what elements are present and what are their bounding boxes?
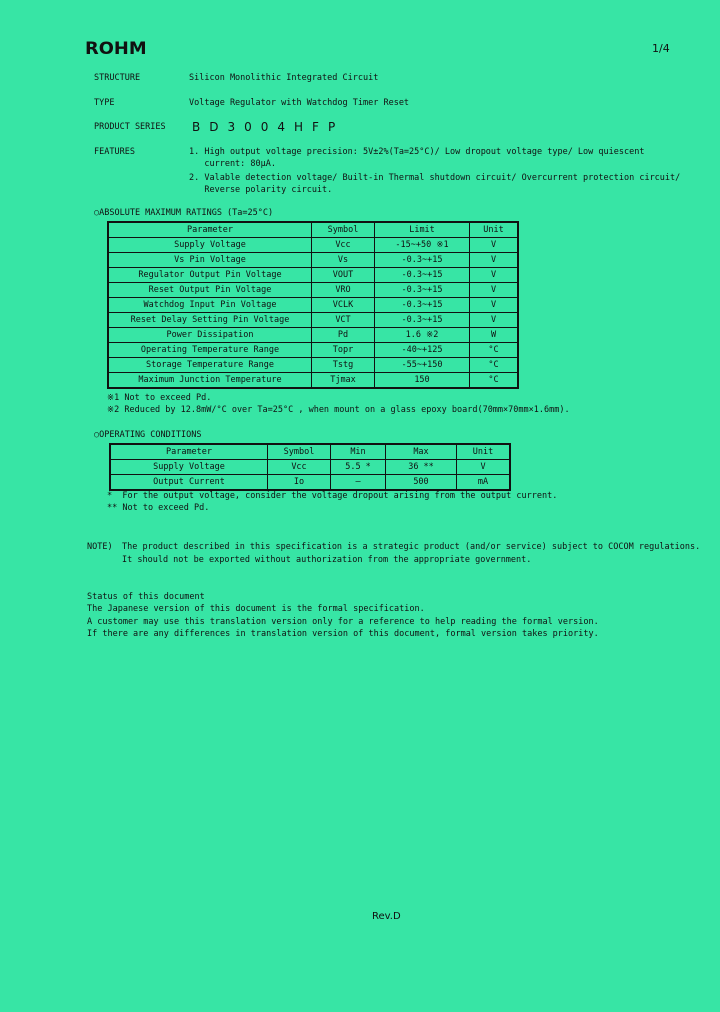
abs-note: ※1 Not to exceed Pd. <box>107 393 212 403</box>
type-label: TYPE <box>94 98 115 108</box>
feature-line: 2. Valable detection voltage/ Built-in Thermal shutdown circuit/ Overcurrent protection circuit/ <box>189 173 681 183</box>
cell: V <box>470 298 519 313</box>
cell: -55~+150 <box>375 358 470 373</box>
cell: Io <box>268 475 331 491</box>
cell: Vs Pin Voltage <box>108 253 312 268</box>
cell: V <box>470 283 519 298</box>
cell: V <box>470 268 519 283</box>
cell: Reset Delay Setting Pin Voltage <box>108 313 312 328</box>
structure-value: Silicon Monolithic Integrated Circuit <box>189 73 379 83</box>
abs-note: ※2 Reduced by 12.8mW/°C over Ta=25°C , when mount on a glass epoxy board(70mm×70mm×1.6mm). <box>107 405 570 415</box>
op-cond-table <box>109 443 511 491</box>
op-note: ** Not to exceed Pd. <box>107 503 210 513</box>
col-header: Max <box>386 444 457 460</box>
cell: Power Dissipation <box>108 328 312 343</box>
table-row <box>108 298 518 313</box>
table-row <box>108 313 518 328</box>
features-label: FEATURES <box>94 147 135 157</box>
cell: 1.6 ※2 <box>375 328 470 343</box>
cell: V <box>470 238 519 253</box>
cell: Regulator Output Pin Voltage <box>108 268 312 283</box>
op-note: * For the output voltage, consider the voltage dropout arising from the output current. <box>107 491 558 501</box>
abs-max-table <box>107 221 519 389</box>
cell: Tstg <box>312 358 375 373</box>
cell: Supply Voltage <box>108 238 312 253</box>
status-line: The Japanese version of this document is the formal specification. <box>87 604 425 614</box>
type-value: Voltage Regulator with Watchdog Timer Reset <box>189 98 410 108</box>
note-line: It should not be exported without authorization from the appropriate government. <box>122 555 532 565</box>
table-row <box>108 238 518 253</box>
col-header: Min <box>331 444 386 460</box>
table-header-row <box>110 444 510 460</box>
cell: 500 <box>386 475 457 491</box>
cell: -0.3~+15 <box>375 283 470 298</box>
cell: Operating Temperature Range <box>108 343 312 358</box>
table-row <box>110 460 510 475</box>
cell: V <box>470 313 519 328</box>
cell: VRO <box>312 283 375 298</box>
status-line: A customer may use this translation version only for a reference to help reading the formal version. <box>87 617 599 627</box>
status-line: If there are any differences in translation version of this document, formal version takes priority. <box>87 629 599 639</box>
cell: V <box>470 253 519 268</box>
cell: Maximum Junction Temperature <box>108 373 312 389</box>
series-label: PRODUCT SERIES <box>94 122 166 132</box>
cell: Watchdog Input Pin Voltage <box>108 298 312 313</box>
cell: 36 ** <box>386 460 457 475</box>
cell: 150 <box>375 373 470 389</box>
cell: °C <box>470 358 519 373</box>
cell: Storage Temperature Range <box>108 358 312 373</box>
cell: Vcc <box>312 238 375 253</box>
table-row <box>108 358 518 373</box>
cell: °C <box>470 343 519 358</box>
col-header: Unit <box>457 444 511 460</box>
table-row <box>108 328 518 343</box>
col-header: Parameter <box>108 222 312 238</box>
status-line: Status of this document <box>87 592 205 602</box>
note-line: The product described in this specification is a strategic product (and/or service) subject to COCOM regulations. <box>122 542 701 552</box>
structure-label: STRUCTURE <box>94 73 141 83</box>
cell: -40~+125 <box>375 343 470 358</box>
cell: Vs <box>312 253 375 268</box>
cell: °C <box>470 373 519 389</box>
cell: VOUT <box>312 268 375 283</box>
table-row <box>108 283 518 298</box>
col-header: Limit <box>375 222 470 238</box>
note-label: NOTE) <box>87 542 113 552</box>
feature-line: Reverse polarity circuit. <box>189 185 333 195</box>
col-header: Symbol <box>312 222 375 238</box>
series-value: BD3004HFP <box>192 120 345 134</box>
cell: VCLK <box>312 298 375 313</box>
cell: Vcc <box>268 460 331 475</box>
cell: Output Current <box>110 475 268 491</box>
cell: mA <box>457 475 511 491</box>
cell: Tjmax <box>312 373 375 389</box>
table-row <box>108 373 518 389</box>
op-cond-title: ○OPERATING CONDITIONS <box>94 430 202 440</box>
cell: Pd <box>312 328 375 343</box>
cell: Reset Output Pin Voltage <box>108 283 312 298</box>
table-row <box>108 268 518 283</box>
col-header: Symbol <box>268 444 331 460</box>
table-header-row <box>108 222 518 238</box>
col-header: Parameter <box>110 444 268 460</box>
cell: Topr <box>312 343 375 358</box>
page-number: 1/4 <box>652 42 670 55</box>
revision: Rev.D <box>372 911 401 922</box>
cell: -15~+50 ※1 <box>375 238 470 253</box>
col-header: Unit <box>470 222 519 238</box>
cell: 5.5 * <box>331 460 386 475</box>
feature-line: 1. High output voltage precision: 5V±2%(Ta=25°C)/ Low dropout voltage type/ Low quiescent <box>189 147 645 157</box>
cell: -0.3~+15 <box>375 253 470 268</box>
cell: — <box>331 475 386 491</box>
rohm-logo: ROHM <box>85 39 147 59</box>
table-row <box>108 343 518 358</box>
cell: VCT <box>312 313 375 328</box>
cell: Supply Voltage <box>110 460 268 475</box>
cell: -0.3~+15 <box>375 268 470 283</box>
abs-max-title: ○ABSOLUTE MAXIMUM RATINGS (Ta=25°C) <box>94 208 274 218</box>
table-row <box>110 475 510 491</box>
cell: -0.3~+15 <box>375 313 470 328</box>
cell: W <box>470 328 519 343</box>
table-row <box>108 253 518 268</box>
cell: V <box>457 460 511 475</box>
feature-line: current: 80μA. <box>189 159 276 169</box>
cell: -0.3~+15 <box>375 298 470 313</box>
